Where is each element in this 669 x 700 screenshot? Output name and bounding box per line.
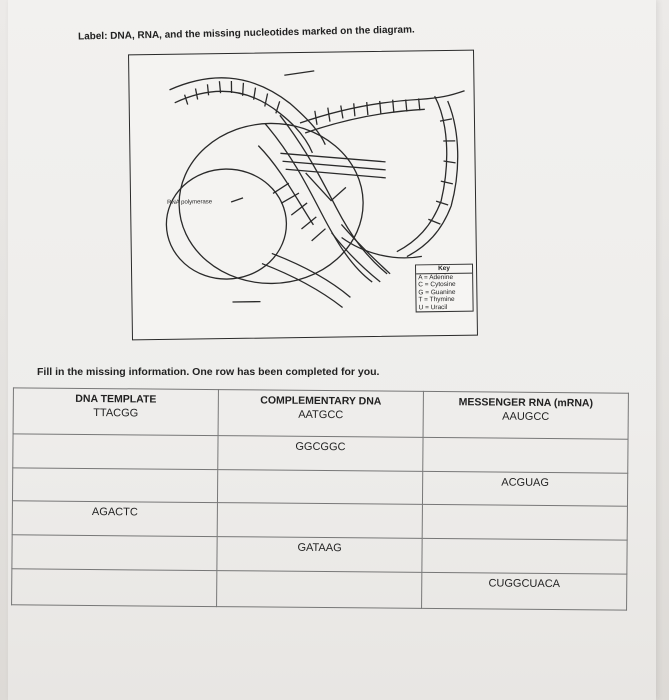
key-title: Key	[416, 265, 472, 274]
key-row-cytosine: C = Cytosine	[418, 280, 456, 289]
cell-complementary-dna[interactable]: GATAAG	[217, 536, 422, 572]
table-row	[12, 534, 627, 574]
header-label-complementary-dna: COMPLEMENTARY DNA	[260, 394, 382, 408]
cell-complementary-dna[interactable]	[217, 470, 422, 504]
cell-dna-template[interactable]	[12, 468, 217, 502]
cell-messenger-rna[interactable]	[422, 538, 627, 574]
table-row	[12, 500, 627, 540]
cell-complementary-dna[interactable]	[217, 570, 422, 608]
nucleotide-table-grid	[11, 387, 629, 610]
cell-dna-template[interactable]	[12, 569, 217, 607]
rna-polymerase-label: RNA polymerase	[167, 199, 213, 206]
nucleotide-table	[11, 387, 629, 610]
worksheet-title: Label: DNA, RNA, and the missing nucleotides marked on the diagram.	[77, 24, 415, 43]
key-row-thymine: T = Thymine	[418, 295, 455, 304]
table-header-row	[13, 388, 628, 440]
cell-messenger-rna[interactable]: ACGUAG	[422, 472, 627, 506]
example-dna-template: TTACGG	[93, 407, 139, 420]
header-label-messenger-rna: MESSENGER RNA (mRNA)	[458, 396, 594, 410]
cell-messenger-rna[interactable]: CUGGCUACA	[422, 572, 627, 610]
cell-complementary-dna[interactable]: GGCGGC	[218, 436, 423, 472]
cell-dna-template[interactable]	[13, 434, 218, 470]
cell-dna-template[interactable]	[12, 534, 217, 570]
example-messenger-rna: AAUGCC	[502, 410, 550, 423]
key-row-uracil: U = Uracil	[418, 303, 448, 311]
header-messenger-rna	[423, 391, 628, 439]
cell-dna-template[interactable]: AGACTC	[12, 500, 217, 536]
cell-messenger-rna[interactable]	[423, 438, 628, 474]
header-dna-template	[13, 388, 218, 436]
header-label-dna-template: DNA TEMPLATE	[75, 392, 157, 406]
cell-complementary-dna[interactable]	[217, 502, 422, 538]
cell-messenger-rna[interactable]	[422, 504, 627, 540]
header-complementary-dna	[218, 390, 423, 438]
example-complementary-dna: AATGCC	[298, 408, 344, 422]
transcription-diagram	[128, 50, 478, 341]
key-row-guanine: G = Guanine	[418, 288, 456, 296]
table-row	[13, 434, 628, 474]
instructions-text: Fill in the missing information. One row has been completed for you.	[37, 366, 380, 378]
table-row	[12, 569, 627, 611]
table-row	[12, 468, 627, 506]
key-row-adenine: A = Adenine	[418, 273, 454, 281]
nucleotide-key	[415, 264, 474, 313]
